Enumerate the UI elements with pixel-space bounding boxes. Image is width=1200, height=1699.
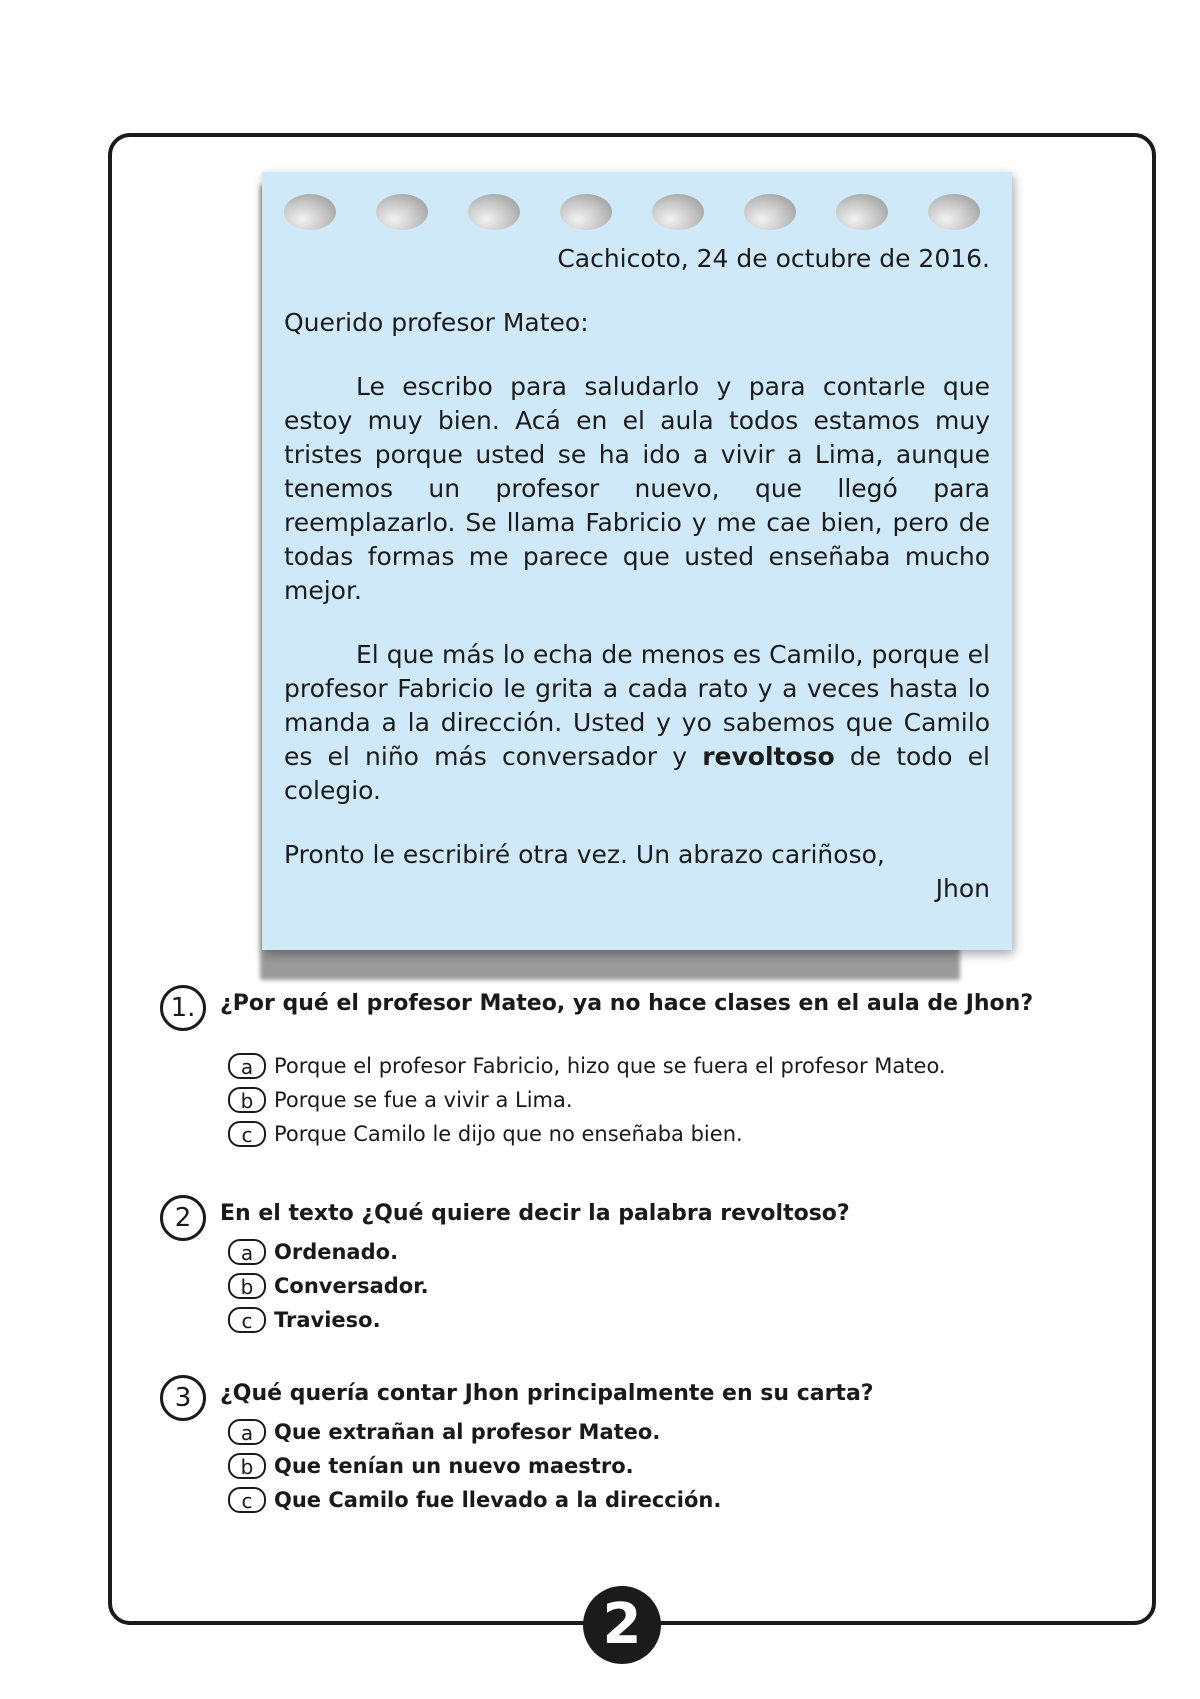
letter-body [284, 242, 990, 906]
question-text [220, 1381, 874, 1406]
paragraph-2-end: de todo el colegio. [284, 742, 990, 805]
option-text: Travieso. [274, 1308, 381, 1332]
option-a[interactable] [228, 1235, 429, 1269]
question-number: 3 [160, 1375, 206, 1421]
option-letter: a [228, 1419, 266, 1445]
option-letter: a [228, 1239, 266, 1265]
binder-hole-icon [744, 194, 796, 230]
paragraph-2-text: El que más lo echa de menos es Camilo, porque el profesor Fabricio le grita a cada rato y a veces hasta lo manda a la dirección. Usted y yo sabemos que Camilo es el niño más conversador y [284, 640, 990, 771]
option-b[interactable] [228, 1083, 946, 1117]
option-b[interactable] [228, 1269, 429, 1303]
letter-date: Cachicoto, 24 de octubre de 2016. [557, 244, 990, 273]
option-letter: c [228, 1487, 266, 1513]
option-c[interactable] [228, 1303, 429, 1337]
question-2-options [228, 1235, 429, 1337]
binder-hole-icon [836, 194, 888, 230]
option-letter: b [228, 1453, 266, 1479]
keyword-revoltoso: revoltoso [702, 742, 835, 771]
option-text: Que tenían un nuevo maestro. [274, 1454, 634, 1478]
letter-note [262, 172, 1012, 950]
option-c[interactable] [228, 1117, 946, 1151]
option-a[interactable] [228, 1415, 721, 1449]
binder-hole-icon [928, 194, 980, 230]
question-number: 2 [160, 1195, 206, 1241]
binder-hole-icon [560, 194, 612, 230]
option-a[interactable] [228, 1049, 946, 1083]
letter-paragraph-2 [284, 638, 990, 808]
keyword-revoltoso: revoltoso [720, 1201, 837, 1226]
binder-hole-icon [376, 194, 428, 230]
option-letter: c [228, 1307, 266, 1333]
keyword-principalmente: principalmente [526, 1381, 715, 1406]
option-text: Porque el profesor Fabricio, hizo que se fuera el profesor Mateo. [274, 1054, 946, 1078]
page-number-badge: 2 [583, 1586, 661, 1664]
binder-hole-icon [284, 194, 336, 230]
binder-hole-icon [652, 194, 704, 230]
letter-closing: Pronto le escribiré otra vez. Un abrazo cariñoso, [284, 840, 885, 869]
question-text: ¿Por qué el profesor Mateo, ya no hace clases en el aula de Jhon? [220, 991, 1034, 1016]
option-text: Porque se fue a vivir a Lima. [274, 1088, 573, 1112]
option-text: Porque Camilo le dijo que no enseñaba bien. [274, 1122, 743, 1146]
option-letter: b [228, 1273, 266, 1299]
question-number: 1. [160, 985, 206, 1031]
option-text: Conversador. [274, 1274, 429, 1298]
letter-paragraph-1: Le escribo para saludarlo y para contarle que estoy muy bien. Acá en el aula todos estamos muy tristes porque usted se ha ido a vivir a Lima, aunque tenemos un profesor nuevo, que llegó para reemplazarlo. Se llama Fabricio y me cae bien, pero de todas formas me parece que usted enseñaba mucho mejor. [284, 372, 990, 605]
question-text [220, 1201, 850, 1226]
question-text-start: En el texto ¿Qué quiere decir la palabra [220, 1201, 721, 1226]
question-text-end: ? [836, 1201, 850, 1226]
option-letter: a [228, 1053, 266, 1079]
binder-holes [284, 194, 984, 234]
letter-signature: Jhon [935, 874, 990, 903]
question-1-options [228, 1049, 946, 1151]
binder-hole-icon [468, 194, 520, 230]
option-letter: c [228, 1121, 266, 1147]
option-text: Que Camilo fue llevado a la dirección. [274, 1488, 722, 1512]
option-text: Ordenado. [274, 1240, 399, 1264]
letter-greeting: Querido profesor Mateo: [284, 308, 589, 337]
option-text: Que extrañan al profesor Mateo. [274, 1420, 661, 1444]
question-text-end: en su carta? [714, 1381, 874, 1406]
option-b[interactable] [228, 1449, 721, 1483]
question-text-start: ¿Qué quería contar Jhon [220, 1381, 527, 1406]
option-c[interactable] [228, 1483, 721, 1517]
question-3-options [228, 1415, 721, 1517]
option-letter: b [228, 1087, 266, 1113]
